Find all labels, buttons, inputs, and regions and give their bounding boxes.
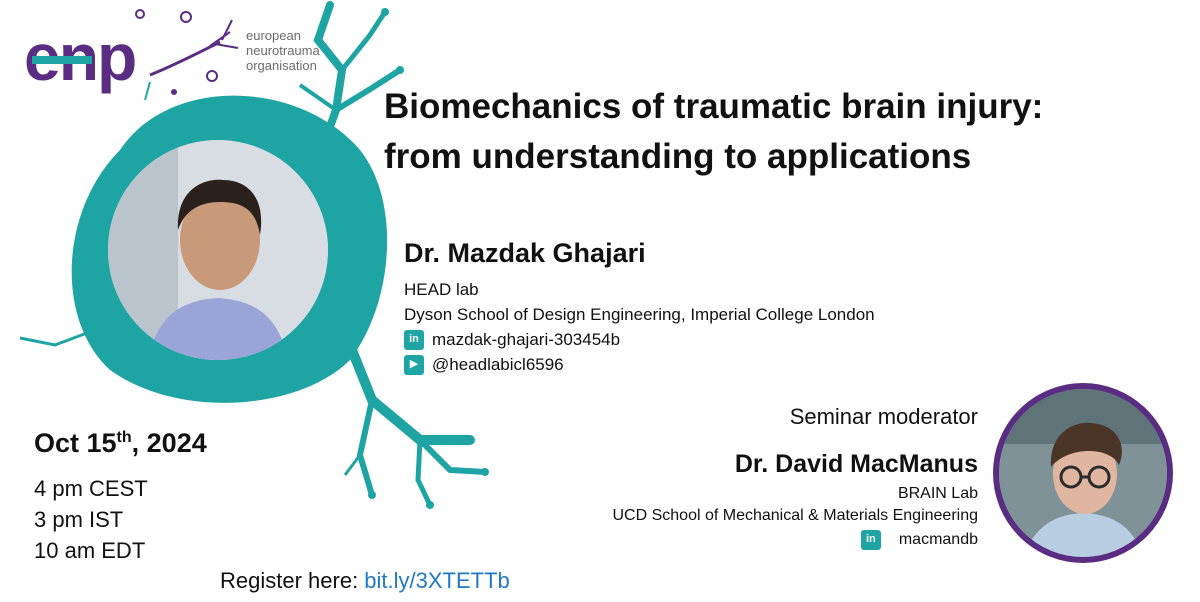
speaker-linkedin-handle[interactable]: mazdak-ghajari-303454b [432,330,621,349]
event-time-cest: 4 pm CEST [34,476,148,501]
logo-text [246,28,320,73]
register-link[interactable]: bit.ly/3XTETTb [364,568,510,593]
logo-text-line: organisation [246,58,317,73]
logo-text-line: neurotrauma [246,43,320,58]
title-line-2: from understanding to applications [384,137,972,176]
event-date [34,428,207,459]
register-label: Register here: [220,568,365,593]
linkedin-icon: in [861,530,881,550]
speaker-youtube-handle[interactable]: @headlabicl6596 [432,355,564,374]
title-line-1: Biomechanics of traumatic brain injury: [384,87,1044,126]
moderator-block [612,404,978,552]
moderator-linkedin[interactable] [612,527,978,552]
event-time-edt: 10 am EDT [34,538,146,563]
event-date-time [34,428,207,566]
event-date-year: , 2024 [131,428,207,458]
speaker-lab: HEAD lab [404,280,479,299]
speaker-photo [108,140,328,360]
speaker-linkedin[interactable] [404,327,875,352]
event-date-suffix: th [116,429,132,446]
logo-text-line: european [246,28,301,43]
speaker-block [404,238,875,377]
speaker-youtube[interactable] [404,352,875,377]
event-time-ist: 3 pm IST [34,507,124,532]
enp-logo-icon [24,10,238,100]
seminar-title [384,82,1104,182]
event-date-main: Oct 15 [34,428,117,458]
register-line [220,568,510,594]
moderator-lab: BRAIN Lab [897,485,978,502]
moderator-name: Dr. David MacManus [734,450,978,478]
speaker-name: Dr. Mazdak Ghajari [404,238,646,268]
linkedin-icon: in [404,330,424,350]
moderator-photo [993,383,1173,563]
speaker-affiliation: Dyson School of Design Engineering, Imperial College London [404,305,875,324]
moderator-linkedin-handle[interactable]: macmandb [898,531,978,548]
moderator-affiliation: UCD School of Mechanical & Materials Engineering [612,507,978,524]
moderator-role: Seminar moderator [789,404,978,429]
youtube-icon: ▶ [404,355,424,375]
svg-text:enp: enp [24,20,136,94]
